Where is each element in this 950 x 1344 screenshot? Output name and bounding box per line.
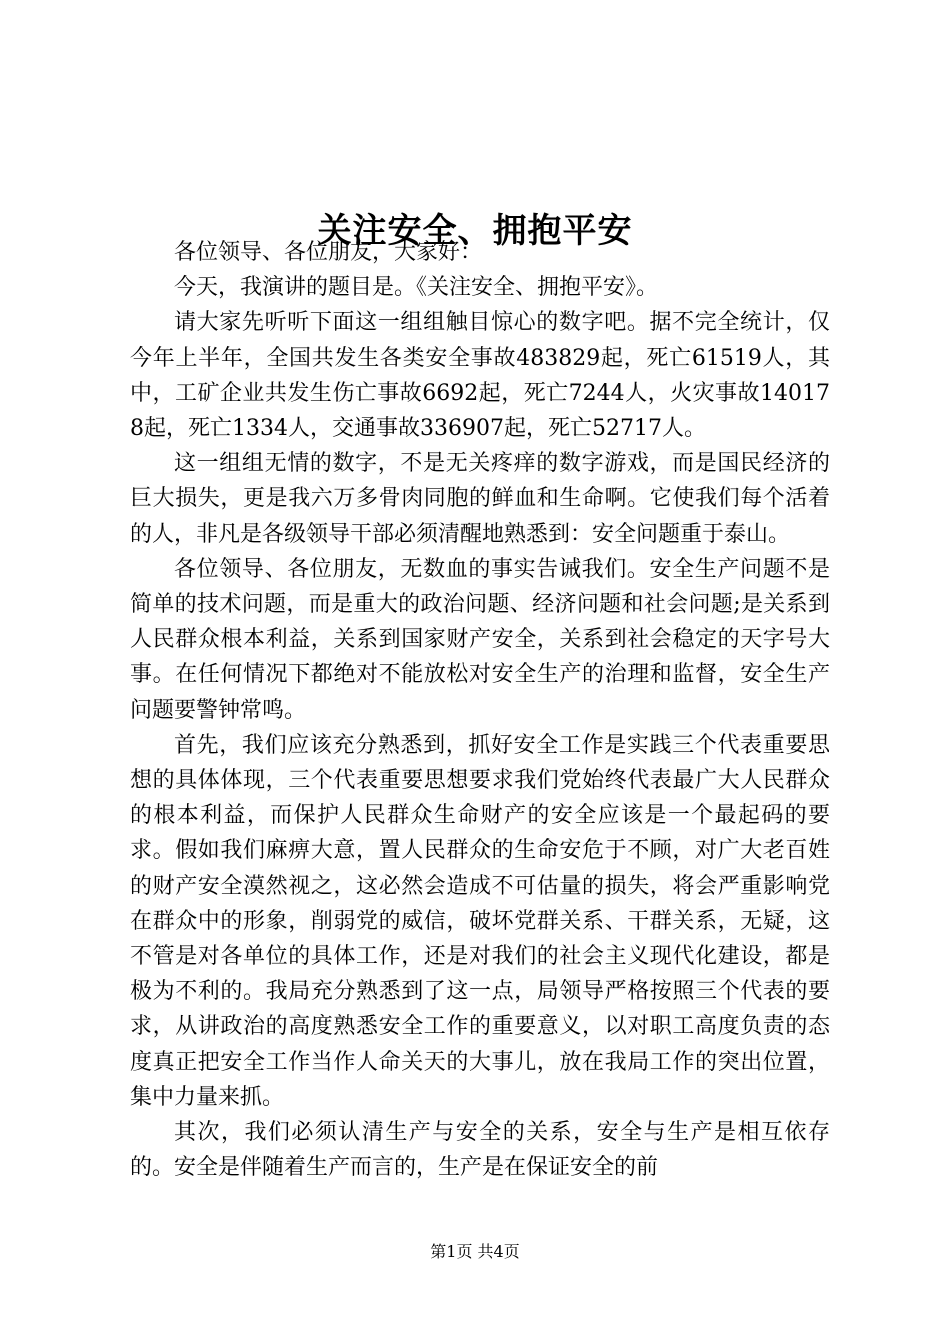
paragraph: 首先，我们应该充分熟悉到，抓好安全工作是实践三个代表重要思想的具体体现，三个代表重要思想要求我们党始终代表最广大人民群众的根本利益，而保护人民群众生命财产的安全应该是一个最起码的要求。假如我们麻痹大意，置人民群众的生命安危于不顾，对广大老百姓的财产安全漠然视之，这必然会造成不可估量的损失，将会严重影响党在群众中的形象，削弱党的威信，破坏党群关系、干群关系，无疑，这不管是对各单位的具体工作，还是对我们的社会主义现代化建设，都是极为不利的。我局充分熟悉到了这一点，局领导严格按照三个代表的要求，从讲政治的高度熟悉安全工作的重要意义，以对职工高度负责的态度真正把安全工作当作人命关天的大事儿，放在我局工作的突出位置，集中力量来抓。 (130, 732, 830, 1110)
paragraph: 各位领导、各位朋友，大家好： (174, 240, 483, 265)
page-number: 第1页 共4页 (430, 1242, 520, 1261)
paragraph: 各位领导、各位朋友，无数血的事实告诫我们。安全生产问题不是简单的技术问题，而是重大的政治问题、经济问题和社会问题;是关系到人民群众根本利益，关系到国家财产安全，关系到社会稳定的天字号大事。在任何情况下都绝对不能放松对安全生产的治理和监督，安全生产问题要警钟常鸣。 (130, 556, 830, 723)
document-body (130, 235, 830, 1185)
paragraph: 请大家先听听下面这一组组触目惊心的数字吧。据不完全统计，仅今年上半年，全国共发生各类安全事故483829起，死亡61519人，其中，工矿企业共发生伤亡事故6692起，死亡7244人，火灾事故140178起，死亡1334人，交通事故336907起，死亡52717人。 (130, 310, 830, 442)
paragraph: 这一组组无情的数字，不是无关疼痒的数字游戏，而是国民经济的巨大损失，更是我六万多骨肉同胞的鲜血和生命啊。它使我们每个活着的人，非凡是各级领导干部必须清醒地熟悉到：安全问题重于泰山。 (130, 451, 830, 547)
document-title: 关注安全、拥抱平安 (317, 210, 633, 251)
paragraph: 其次，我们必须认清生产与安全的关系，安全与生产是相互依存的。安全是伴随着生产而言的，生产是在保证安全的前 (130, 1120, 830, 1181)
paragraph: 今天，我演讲的题目是。《关注安全、拥抱平安》。 (174, 275, 659, 301)
